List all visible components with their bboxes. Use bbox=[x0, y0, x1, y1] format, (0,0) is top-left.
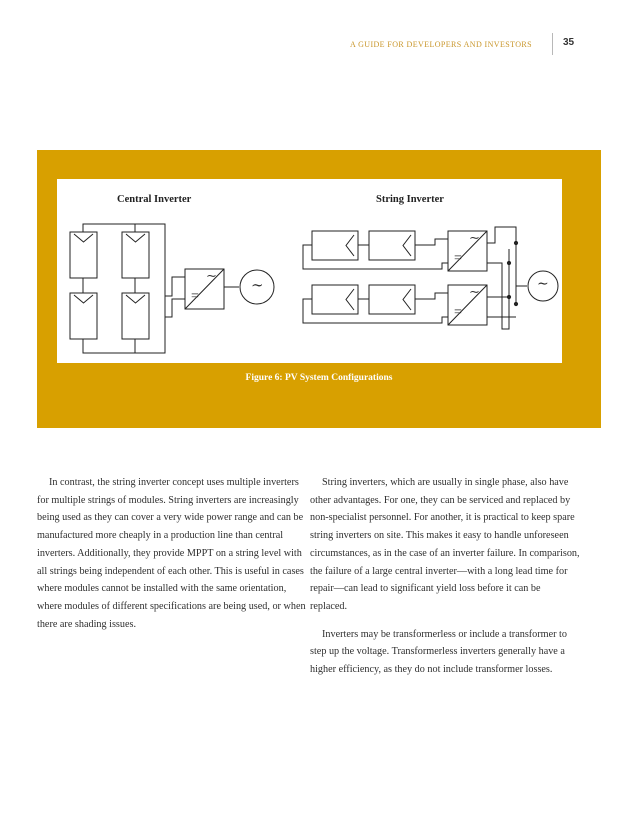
central-grid-ac-symbol: ∼ bbox=[251, 278, 264, 294]
right-paragraph-2: Inverters may be transformerless or include a transformer to step up the voltage. Transformerless inverters generally have a higher efficiency, as they do not include transformer losses. bbox=[310, 628, 567, 676]
central-module-3 bbox=[70, 293, 97, 339]
figure-panel bbox=[57, 179, 562, 363]
running-head: A GUIDE FOR DEVELOPERS AND INVESTORS bbox=[349, 40, 532, 49]
central-module-2 bbox=[122, 232, 149, 278]
string-inverter-diagram bbox=[303, 227, 558, 329]
string-module-3 bbox=[312, 285, 358, 314]
string-inverter-1-dc-symbol: = bbox=[454, 251, 462, 266]
central-inverter-diagram bbox=[70, 224, 274, 353]
central-inverter-title: Central Inverter bbox=[117, 194, 192, 205]
right-paragraph-1: String inverters, which are usually in single phase, also have other advantages. For one, they can be serviced and replaced by non-specialist personnel. For another, it is practical to keep spare string inverters on site. This makes it easy to handle unforeseen circumstances, as in the case of an inverter failure. In comparison, the failure of a large central inverter—with a long lead time for repair—can lead to significant yield loss before it can be replaced. bbox=[310, 477, 580, 612]
header-divider bbox=[552, 33, 553, 55]
string-inverter-title: String Inverter bbox=[376, 194, 444, 205]
string-grid-ac-symbol: ∼ bbox=[537, 277, 549, 292]
page-number: 35 bbox=[563, 37, 575, 48]
string-inverter-2-ac-symbol: ∼ bbox=[469, 284, 480, 299]
figure-caption: Figure 6: PV System Configurations bbox=[245, 373, 393, 383]
string-module-1 bbox=[312, 231, 358, 260]
central-inverter-dc-symbol: = bbox=[191, 289, 199, 304]
right-column bbox=[310, 474, 580, 689]
figure-band bbox=[37, 150, 601, 428]
central-module-4 bbox=[122, 293, 149, 339]
string-module-2 bbox=[369, 231, 415, 260]
left-paragraph-1: In contrast, the string inverter concept uses multiple inverters for multiple strings of modules. String inverters are increasingly being used as they can cover a very wide power range and can be manufactured more cheaply in a production line than central inverters. Additionally, they provide MPPT on a string level with all strings being independent of each other. This is useful in cases where modules cannot be installed with the same orientation, where modules of different specifications are being used, or when there are shading issues. bbox=[37, 477, 306, 630]
left-column bbox=[37, 474, 307, 643]
string-module-4 bbox=[369, 285, 415, 314]
pv-configuration-diagram bbox=[57, 179, 562, 363]
string-inverter-2-dc-symbol: = bbox=[454, 305, 462, 320]
string-inverter-1-ac-symbol: ∼ bbox=[469, 230, 480, 245]
central-module-1 bbox=[70, 232, 97, 278]
central-inverter-ac-symbol: ∼ bbox=[206, 268, 217, 283]
